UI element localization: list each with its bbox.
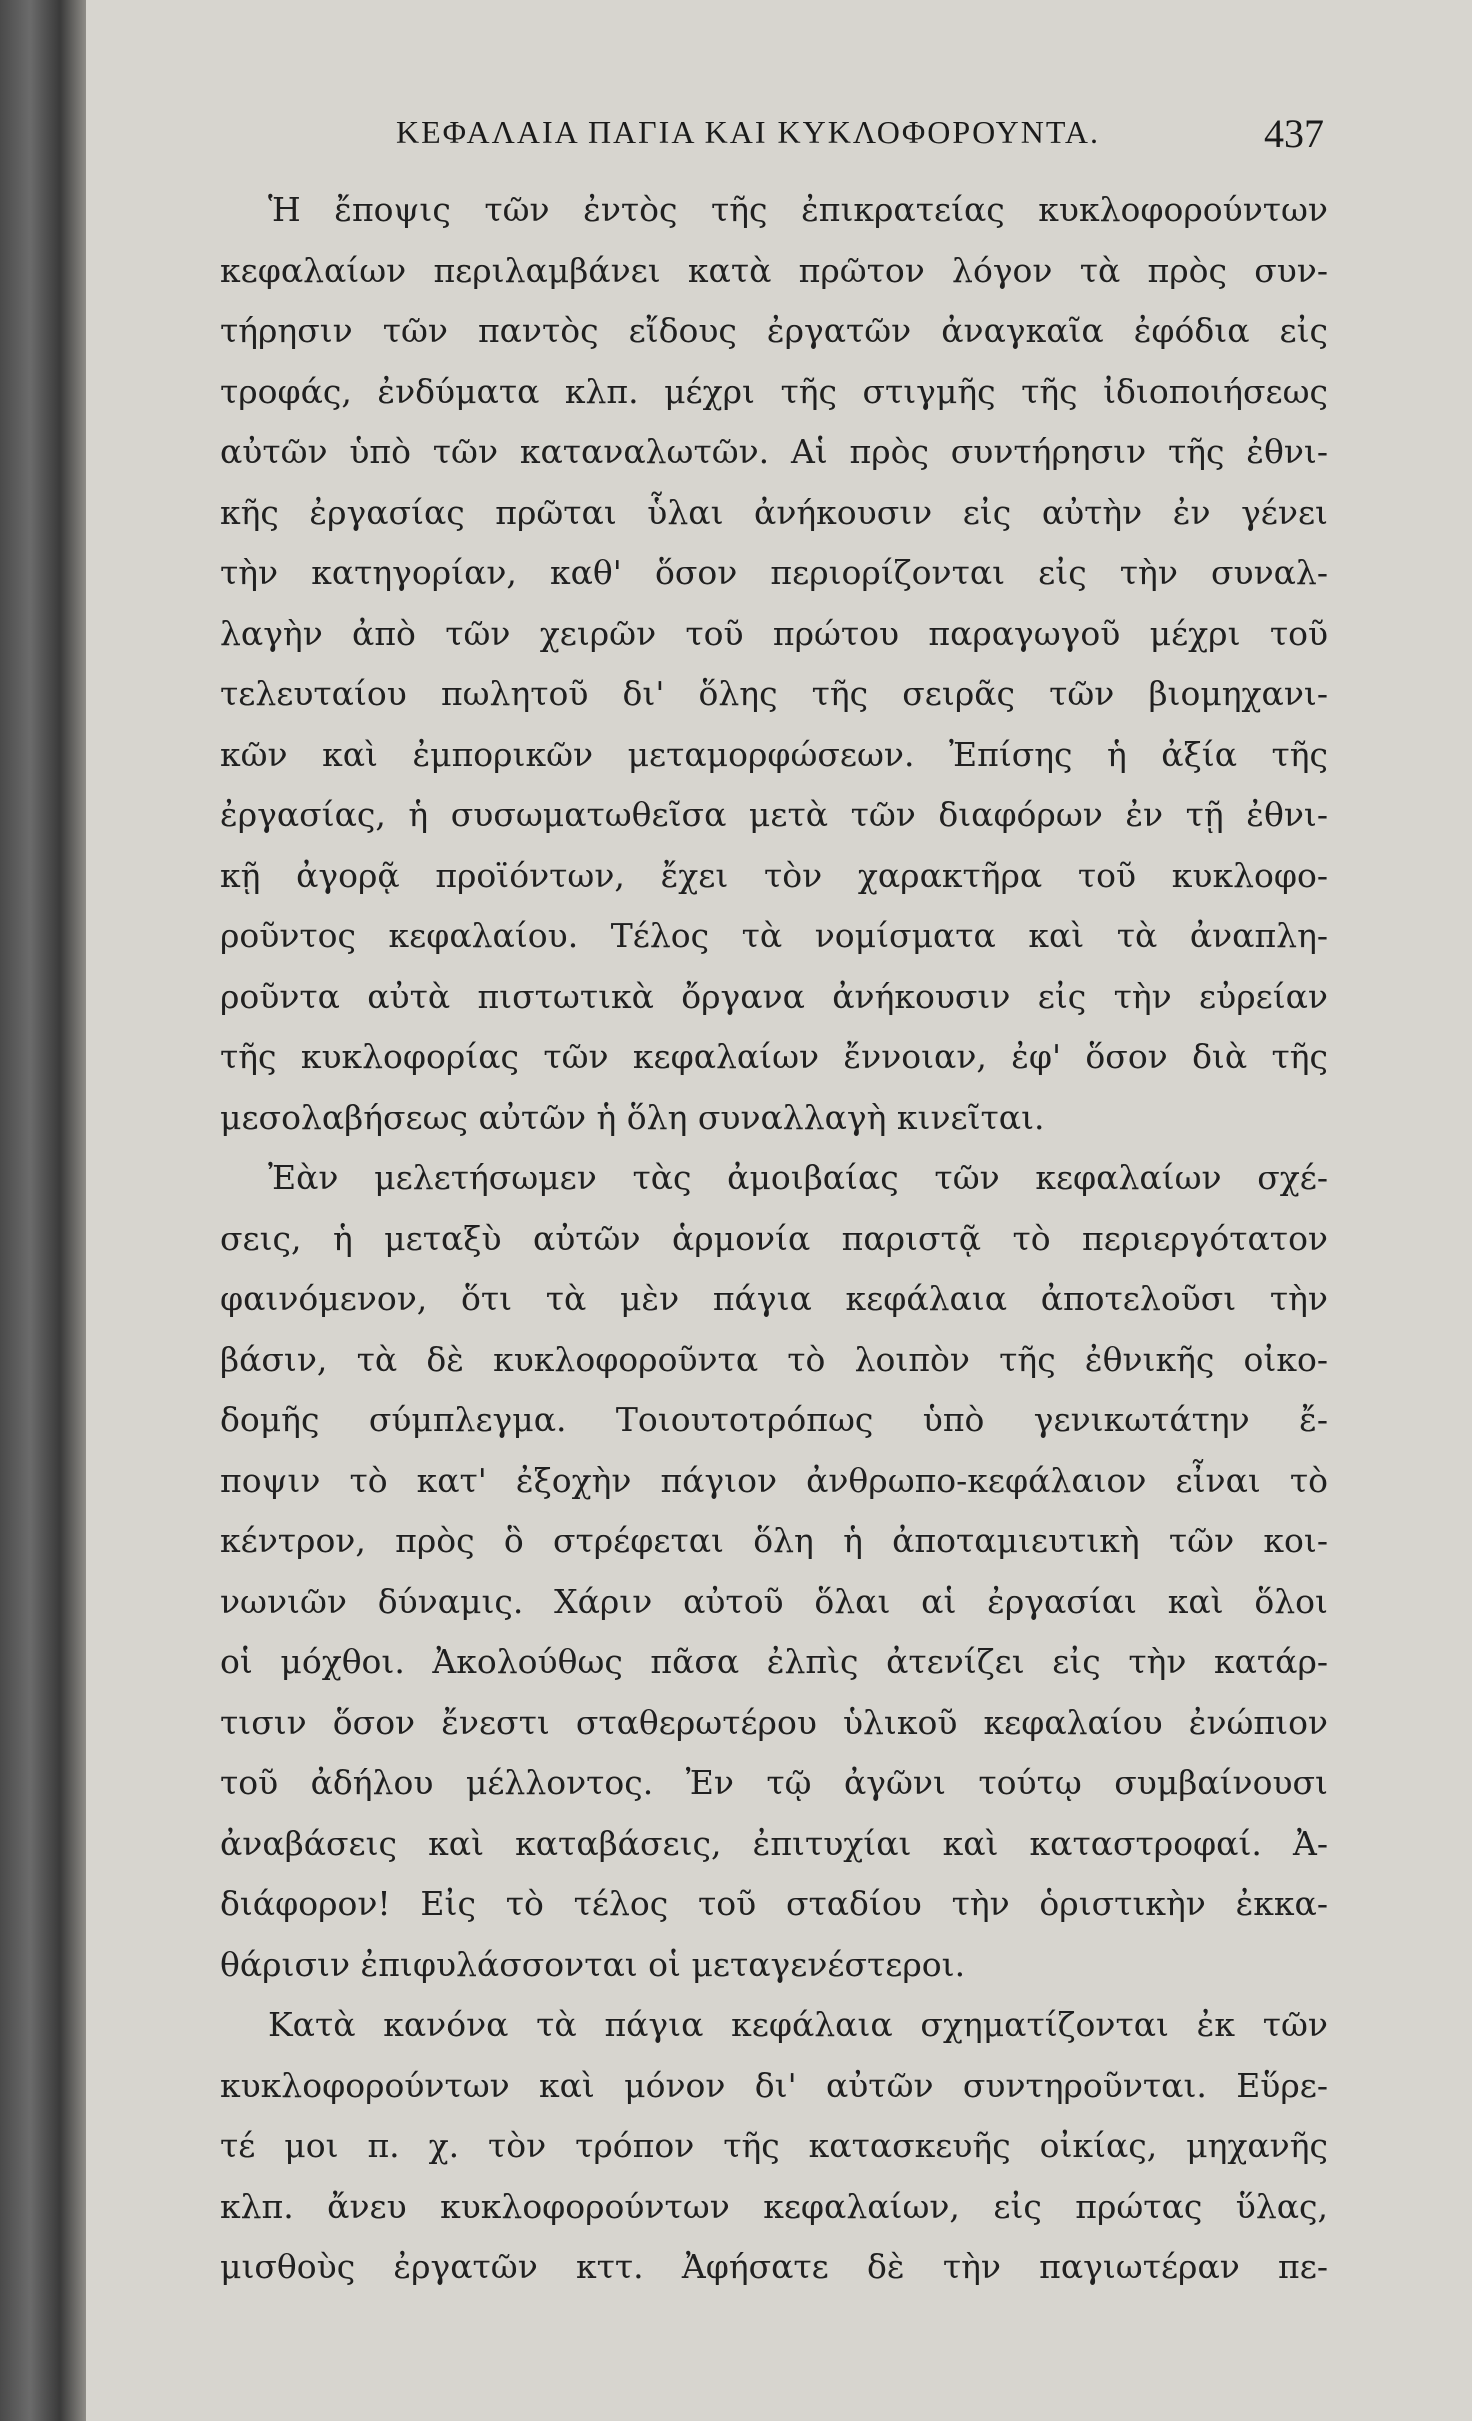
text-line: σεις, ἡ μεταξὺ αὐτῶν ἁρμονία παριστᾷ τὸ περιεργότατον [220,1218,1328,1258]
text-line: τὴν κατηγορίαν, καθ' ὅσον περιορίζονται εἰς τὴν συναλ- [220,553,1328,592]
text-line: λαγὴν ἀπὸ τῶν χειρῶν τοῦ πρώτου παραγωγοῦ μέχρι τοῦ [220,613,1328,653]
text-line: κῆς ἐργασίας πρῶται ὗλαι ἀνήκουσιν εἰς αὐτὴν ἐν γένει [220,492,1328,532]
text-line: μεσολαβήσεως αὐτῶν ἡ ὅλη συναλλαγὴ κινεῖται. [220,1097,1045,1137]
text-line: ροῦντα αὐτὰ πιστωτικὰ ὄργανα ἀνήκουσιν εἰς τὴν εὐρείαν [220,976,1328,1016]
text-line: τήρησιν τῶν παντὸς εἴδους ἐργατῶν ἀναγκαῖα ἐφόδια εἰς [220,311,1328,350]
text-line: αὐτῶν ὑπὸ τῶν καταναλωτῶν. Αἱ πρὸς συντήρησιν τῆς ἐθνι- [220,432,1328,471]
text-line: δομῆς σύμπλεγμα. Τοιουτοτρόπως ὑπὸ γενικωτάτην ἔ- [220,1400,1328,1439]
text-line: ἐργασίας, ἡ συσωματωθεῖσα μετὰ τῶν διαφόρων ἐν τῇ ἐθνι- [220,795,1328,834]
book-binding-shadow [0,0,86,2421]
text-line: τοῦ ἀδήλου μέλλοντος. Ἐν τῷ ἀγῶνι τούτῳ συμβαίνουσι [220,1763,1328,1802]
page-header [314,102,1324,172]
text-line: οἱ μόχθοι. Ἀκολούθως πᾶσα ἐλπὶς ἀτενίζει εἰς τὴν κατάρ- [220,1642,1328,1681]
body-text [220,180,1328,2298]
running-head: ΚΕΦΑΛΑΙΑ ΠΑΓΙΑ ΚΑΙ ΚΥΚΛΟΦΟΡΟΥΝΤΑ. [396,114,1100,150]
text-line: τέ μοι π. χ. τὸν τρόπον τῆς κατασκευῆς οἰκίας, μηχανῆς [220,2126,1328,2165]
text-line: κῶν καὶ ἐμπορικῶν μεταμορφώσεων. Ἐπίσης ἡ ἀξία τῆς [220,734,1328,774]
text-line: κῇ ἀγορᾷ προϊόντων, ἔχει τὸν χαρακτῆρα τοῦ κυκλοφο- [220,855,1328,895]
text-line: τισιν ὅσον ἔνεστι σταθερωτέρου ὑλικοῦ κεφαλαίου ἐνώπιον [220,1702,1328,1742]
text-line: ροῦντος κεφαλαίου. Τέλος τὰ νομίσματα καὶ τὰ ἀναπλη- [220,916,1328,955]
text-line: τῆς κυκλοφορίας τῶν κεφαλαίων ἔννοιαν, ἐφ' ὅσον διὰ τῆς [220,1037,1328,1076]
text-line: φαινόμενον, ὅτι τὰ μὲν πάγια κεφάλαια ἀποτελοῦσι τὴν [220,1279,1328,1318]
text-line: Κατὰ κανόνα τὰ πάγια κεφάλαια σχηματίζονται ἐκ τῶν [268,2005,1328,2044]
text-line: κέντρον, πρὸς ὃ στρέφεται ὅλη ἡ ἀποταμιευτικὴ τῶν κοι- [220,1521,1328,1560]
text-line: νωνιῶν δύναμις. Χάριν αὐτοῦ ὅλαι αἱ ἐργασίαι καὶ ὅλοι [220,1581,1328,1621]
page-number: 437 [1264,111,1324,156]
text-line: μισθοὺς ἐργατῶν κττ. Ἀφήσατε δὲ τὴν παγιωτέραν πε- [220,2247,1328,2286]
text-line: διάφορον! Εἰς τὸ τέλος τοῦ σταδίου τὴν ὁριστικὴν ἐκκα- [220,1884,1328,1923]
text-line: ποψιν τὸ κατ' ἐξοχὴν πάγιον ἀνθρωπο-κεφάλαιον εἶναι τὸ [220,1460,1328,1500]
text-line: τελευταίου πωλητοῦ δι' ὅλης τῆς σειρᾶς τῶν βιομηχανι- [220,674,1328,713]
text-line: θάρισιν ἐπιφυλάσσονται οἱ μεταγενέστεροι. [220,1944,966,1984]
text-line: Ἡ ἔποψις τῶν ἐντὸς τῆς ἐπικρατείας κυκλοφορούντων [268,190,1328,229]
text-line: Ἐὰν μελετήσωμεν τὰς ἀμοιβαίας τῶν κεφαλαίων σχέ- [268,1158,1328,1197]
text-line: τροφάς, ἐνδύματα κλπ. μέχρι τῆς στιγμῆς τῆς ἰδιοποιήσεως [220,371,1328,411]
text-line: ἀναβάσεις καὶ καταβάσεις, ἐπιτυχίαι καὶ καταστροφαί. Ἀ- [220,1823,1328,1863]
text-line: κεφαλαίων περιλαμβάνει κατὰ πρῶτον λόγον τὰ πρὸς συν- [220,250,1328,290]
text-line: κυκλοφορούντων καὶ μόνον δι' αὐτῶν συντηροῦνται. Εὕρε- [220,2065,1328,2105]
text-line: βάσιν, τὰ δὲ κυκλοφοροῦντα τὸ λοιπὸν τῆς ἐθνικῆς οἰκο- [220,1339,1328,1379]
text-line: κλπ. ἄνευ κυκλοφορούντων κεφαλαίων, εἰς πρώτας ὕλας, [220,2186,1328,2226]
